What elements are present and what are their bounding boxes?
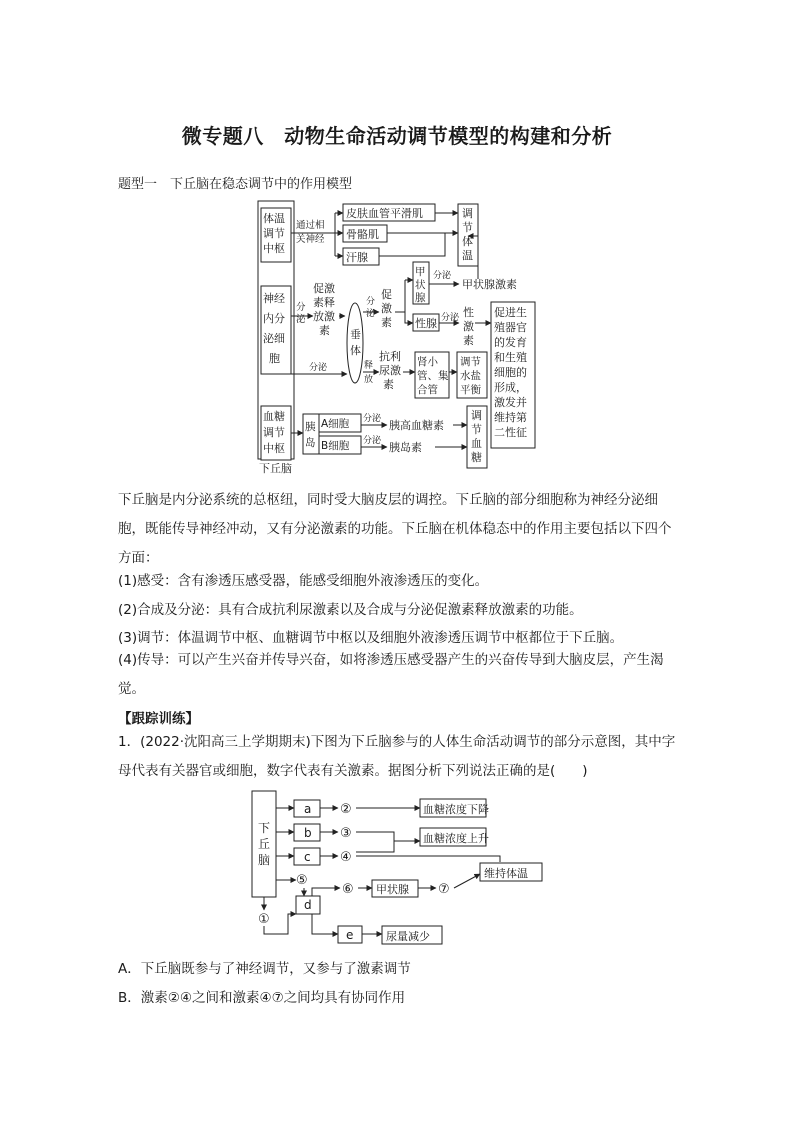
svg-text:激: 激: [381, 302, 392, 315]
svg-text:素: 素: [383, 378, 394, 391]
svg-text:体: 体: [350, 344, 361, 357]
svg-text:细胞的: 细胞的: [494, 366, 527, 379]
svg-text:③: ③: [340, 826, 352, 841]
svg-text:节: 节: [471, 423, 482, 436]
adh-label: [379, 349, 401, 391]
svg-text:血糖: 血糖: [263, 410, 285, 423]
svg-text:体温: 体温: [263, 212, 285, 225]
question-diagram: [248, 788, 548, 948]
point-2: (2)合成及分泌：具有合成抗利尿激素以及合成与分泌促激素释放激素的功能。: [118, 602, 583, 618]
glucose-down-box: 血糖浓度下降: [423, 803, 489, 816]
svg-text:岛: 岛: [305, 437, 316, 449]
node-e: e: [346, 928, 354, 942]
glucagon-label: 胰高血糖素: [389, 419, 444, 432]
svg-text:合管: 合管: [417, 384, 438, 396]
svg-text:内分: 内分: [263, 312, 285, 325]
skin-vessel-box: 皮肤血管平滑肌: [346, 207, 423, 220]
svg-text:激: 激: [463, 320, 474, 333]
svg-text:甲: 甲: [415, 266, 426, 278]
svg-text:调: 调: [462, 207, 473, 220]
tropic-hormone-label: [381, 288, 392, 329]
svg-text:殖器官: 殖器官: [494, 321, 527, 334]
svg-text:素释: 素释: [313, 296, 335, 309]
svg-text:中枢: 中枢: [263, 242, 285, 255]
svg-text:①: ①: [258, 912, 270, 927]
svg-text:激发并: 激发并: [494, 396, 527, 409]
section-heading: 题型一 下丘脑在稳态调节中的作用模型: [118, 177, 353, 192]
sweat-gland-box: 汗腺: [346, 251, 368, 264]
svg-text:和生殖: 和生殖: [494, 351, 527, 364]
svg-text:关神经: 关神经: [296, 234, 325, 245]
page-title: 微专题八 动物生命活动调节模型的构建和分析: [181, 124, 613, 148]
svg-text:状: 状: [415, 279, 426, 291]
svg-text:释: 释: [364, 361, 374, 371]
svg-text:垂: 垂: [350, 328, 361, 341]
svg-text:性: 性: [463, 306, 474, 319]
svg-text:调节: 调节: [460, 356, 481, 368]
svg-text:素: 素: [319, 324, 330, 337]
svg-text:丘: 丘: [258, 837, 271, 851]
svg-text:泌: 泌: [366, 309, 376, 319]
svg-text:分泌: 分泌: [363, 414, 382, 424]
temp-center-label: [263, 211, 285, 255]
svg-text:肾小: 肾小: [417, 356, 438, 368]
via-nerve-label: [296, 219, 325, 245]
thyroid-box: [415, 266, 426, 304]
svg-text:血: 血: [471, 437, 482, 450]
svg-text:④: ④: [340, 850, 352, 865]
svg-text:②: ②: [340, 802, 352, 817]
insulin-label: 胰岛素: [389, 441, 422, 454]
a-cell-box: A细胞: [321, 418, 350, 430]
option-a[interactable]: A．下丘脑既参与了神经调节，又参与了激素调节: [118, 961, 411, 977]
svg-text:平衡: 平衡: [460, 384, 481, 396]
svg-text:腺: 腺: [415, 292, 426, 304]
node-b: b: [304, 826, 312, 840]
svg-text:分泌: 分泌: [309, 363, 328, 373]
svg-text:泌: 泌: [296, 314, 306, 325]
svg-text:脑: 脑: [258, 853, 271, 867]
hypothalamus-label: 下丘脑: [259, 462, 292, 475]
svg-text:神经: 神经: [263, 292, 285, 305]
b-cell-box: B细胞: [321, 440, 350, 452]
svg-text:⑦: ⑦: [438, 882, 450, 897]
water-balance-box: [460, 355, 481, 396]
urine-down-box: 尿量减少: [386, 930, 430, 943]
svg-text:放激: 放激: [313, 310, 335, 323]
thyroxine-label: 甲状腺激素: [462, 278, 517, 291]
svg-text:促: 促: [381, 288, 392, 301]
node-a: a: [304, 802, 312, 816]
practice-heading: 【跟踪训练】: [118, 711, 199, 727]
svg-text:温: 温: [462, 249, 473, 262]
svg-text:⑥: ⑥: [342, 882, 354, 897]
svg-text:调: 调: [471, 409, 482, 422]
svg-text:通过相: 通过相: [296, 220, 325, 231]
svg-text:形成，: 形成，: [494, 381, 527, 394]
svg-text:调节: 调节: [263, 426, 285, 439]
svg-text:维持第: 维持第: [494, 411, 527, 424]
svg-text:中枢: 中枢: [263, 442, 285, 455]
svg-text:分泌: 分泌: [363, 436, 382, 446]
svg-text:二性征: 二性征: [494, 426, 527, 439]
svg-text:体: 体: [462, 235, 473, 248]
releasing-hormone-label: [313, 282, 335, 337]
svg-text:促进生: 促进生: [494, 306, 527, 319]
svg-text:分: 分: [366, 297, 376, 307]
svg-text:糖: 糖: [471, 451, 482, 464]
point-1: (1)感受：含有渗透压感受器，能感受细胞外液渗透压的变化。: [118, 573, 489, 589]
svg-text:水盐: 水盐: [460, 370, 481, 382]
svg-text:节: 节: [462, 221, 473, 234]
svg-text:尿激: 尿激: [379, 364, 401, 377]
pituitary-ellipse: [347, 303, 363, 383]
svg-text:放: 放: [364, 375, 374, 385]
node-c: c: [304, 850, 311, 864]
svg-text:管、集: 管、集: [417, 370, 449, 382]
svg-text:分泌: 分泌: [433, 271, 452, 281]
svg-text:促激: 促激: [313, 282, 335, 295]
promote-sex-box: [494, 305, 527, 439]
hypothalamus-regulation-diagram: [255, 198, 575, 478]
svg-text:素: 素: [463, 334, 474, 347]
option-b[interactable]: B．激素②④之间和激素④⑦之间均具有协同作用: [118, 990, 406, 1006]
gonad-box: 性腺: [415, 317, 437, 330]
svg-text:胞: 胞: [269, 352, 280, 365]
skeletal-muscle-box: 骨骼肌: [346, 228, 379, 241]
svg-text:抗利: 抗利: [379, 350, 401, 363]
thyroid-box: 甲状腺: [376, 883, 409, 896]
svg-text:胰: 胰: [305, 421, 316, 433]
svg-text:素: 素: [381, 316, 392, 329]
svg-text:分泌: 分泌: [441, 313, 460, 323]
svg-text:调节: 调节: [263, 227, 285, 240]
svg-text:泌细: 泌细: [263, 332, 285, 345]
point-3: (3)调节：体温调节中枢、血糖调节中枢以及细胞外液渗透压调节中枢都位于下丘脑。: [118, 630, 624, 646]
svg-text:下: 下: [258, 821, 271, 835]
glucose-center-label: [263, 409, 285, 455]
svg-text:的发育: 的发育: [494, 336, 527, 349]
keep-temp-box: 维持体温: [484, 867, 528, 880]
question-text: 1．(2022·沈阳高三上学期期末)下图为下丘脑参与的人体生命活动调节的部分示意图，其中字母代表有关器官或细胞，数字代表有关激素。据图分析下列说法正确的是( ): [118, 734, 676, 779]
node-d: d: [304, 898, 312, 912]
point-4: (4)传导：可以产生兴奋并传导兴奋，如将渗透压感受器产生的兴奋传导到大脑皮层，产生渴觉。: [118, 652, 664, 697]
svg-text:⑤: ⑤: [296, 873, 308, 888]
hypothalamus-label: [258, 821, 270, 867]
regulate-glucose-box: [471, 409, 482, 464]
glucose-up-box: 血糖浓度上升: [423, 832, 489, 845]
intro-paragraph: 下丘脑是内分泌系统的总枢纽，同时受大脑皮层的调控。下丘脑的部分细胞称为神经分泌细胞，既能传导神经冲动，又有分泌激素的功能。下丘脑在机体稳态中的作用主要包括以下四个方面：: [118, 492, 672, 566]
sex-hormone-label: [463, 305, 474, 347]
regulate-temp-box: [462, 207, 473, 262]
svg-text:分: 分: [296, 302, 306, 313]
